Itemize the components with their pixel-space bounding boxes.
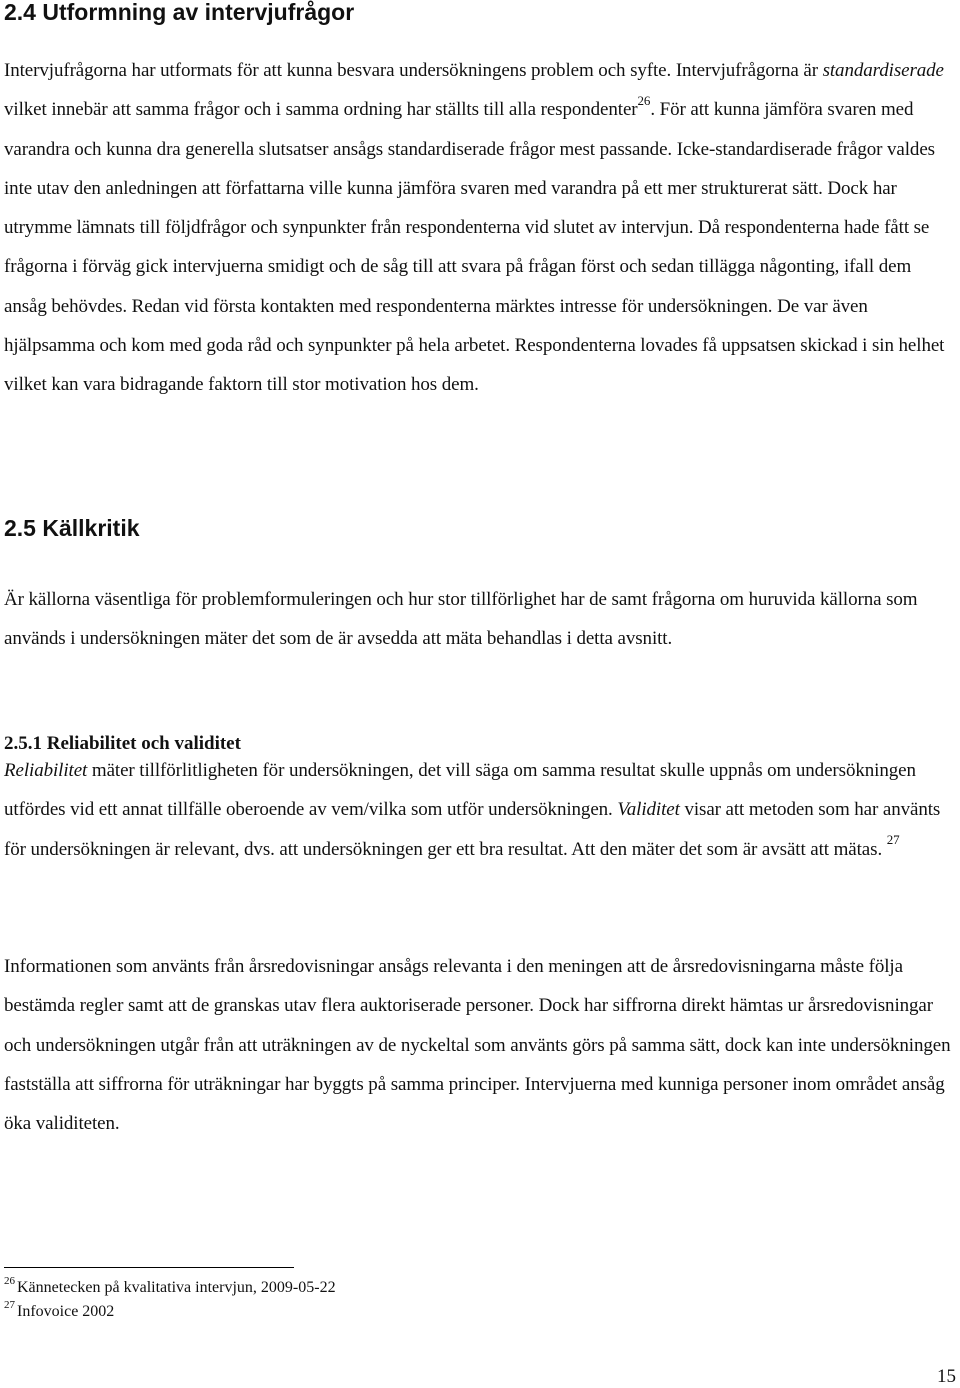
footnote-27 bbox=[4, 1300, 336, 1324]
paragraph-source-criticism: Är källorna väsentliga för problemformuleringen och hur stor tillförlighet har de samt frågorna om huruvida källorna som används i undersökningen mäter det som de är avsedda att mäta behandlas i detta avsnitt. bbox=[4, 589, 918, 650]
footnote-number: 27 bbox=[4, 1298, 15, 1311]
footnotes bbox=[4, 1276, 336, 1324]
heading-text: Reliabilitet och validitet bbox=[42, 733, 241, 754]
heading-number: 2.5.1 bbox=[4, 733, 42, 754]
footnote-text: Kännetecken på kvalitativa intervjun, 2009-05-22 bbox=[17, 1279, 336, 1296]
text-run: visar att metoden som har använts för undersökningen är relevant, dvs. att undersökningen ger ett bra resultat. Att den mäter det som är avsätt att mätas. bbox=[4, 799, 941, 860]
section-heading-2-5: 2.5 Källkritik bbox=[4, 515, 140, 541]
emphasis-standardiserade: standardiserade bbox=[822, 60, 944, 81]
footnote-divider bbox=[4, 1267, 294, 1268]
emphasis-validitet: Validitet bbox=[617, 799, 680, 821]
text-run: Intervjufrågorna har utformats för att kunna besvara undersökningens problem och syfte. Intervjufrågorna är bbox=[4, 60, 823, 81]
footnote-number: 26 bbox=[4, 1274, 15, 1287]
footnote-text: Infovoice 2002 bbox=[17, 1303, 115, 1320]
footnote-26 bbox=[4, 1276, 336, 1300]
emphasis-reliabilitet: Reliabilitet bbox=[4, 760, 88, 781]
footnote-ref-26[interactable]: 26 bbox=[637, 92, 651, 108]
paragraph-interview-questions bbox=[4, 51, 956, 405]
text-run: mäter tillförlitligheten för undersökningen, det vill säga om samma resultat skulle uppnås om undersökningen utfördes vid ett annat tillfälle oberoende av vem/vilka som utför undersökningen. bbox=[4, 760, 916, 821]
paragraph-reliability-validity bbox=[4, 751, 956, 869]
section-heading-2-4: 2.4 Utformning av intervjufrågor bbox=[4, 0, 355, 25]
page-number: 15 bbox=[937, 1366, 956, 1387]
text-run: . För att kunna jämföra svaren med varandra och kunna dra generella slutsatser ansågs standardiserade frågor mest passande. Icke-standardiserade frågor valdes inte utav den anledningen att författarna ville kunna jämföra svaren med varandra på ett mer strukturerat sätt. Dock har utrymme lämnats till följdfrågor och synpunkter från respondenterna vid slutet av intervjun. Då respondenterna hade fått se frågorna i förväg gick intervjuerna smidigt och de såg till att svara på frågan först och sedan tillägga någonting, ifall dem ansåg behövdes. Redan vid första kontakten med respondenterna märktes intresse för undersökningen. De var även hjälpsamma och kom med goda råd och synpunkter på hela arbetet. Respondenterna lovades få uppsatsen skickad i sin helhet vilket kan vara bidragande faktorn till stor motivation hos dem. bbox=[4, 99, 945, 396]
footnote-ref-27[interactable]: 27 bbox=[886, 832, 900, 848]
text-run: vilket innebär att samma frågor och i samma ordning har ställts till alla respondenter bbox=[4, 99, 638, 121]
paragraph-annual-reports: Informationen som använts från årsredovisningar ansågs relevanta i den meningen att de årsredovisningarna måste följa bestämda regler samt att de granskas utav flera auktoriserade personer. Dock har siffrorna direkt hämtas ur årsredovisningar och undersökningen utgår från att uträkningen av de nyckeltal som använts görs på samma sätt, dock kan inte undersökningen fastställa att siffrorna för uträkningar har byggts på samma principer. Intervjuerna med kunniga personer inom området ansåg öka validiteten. bbox=[4, 956, 951, 1135]
